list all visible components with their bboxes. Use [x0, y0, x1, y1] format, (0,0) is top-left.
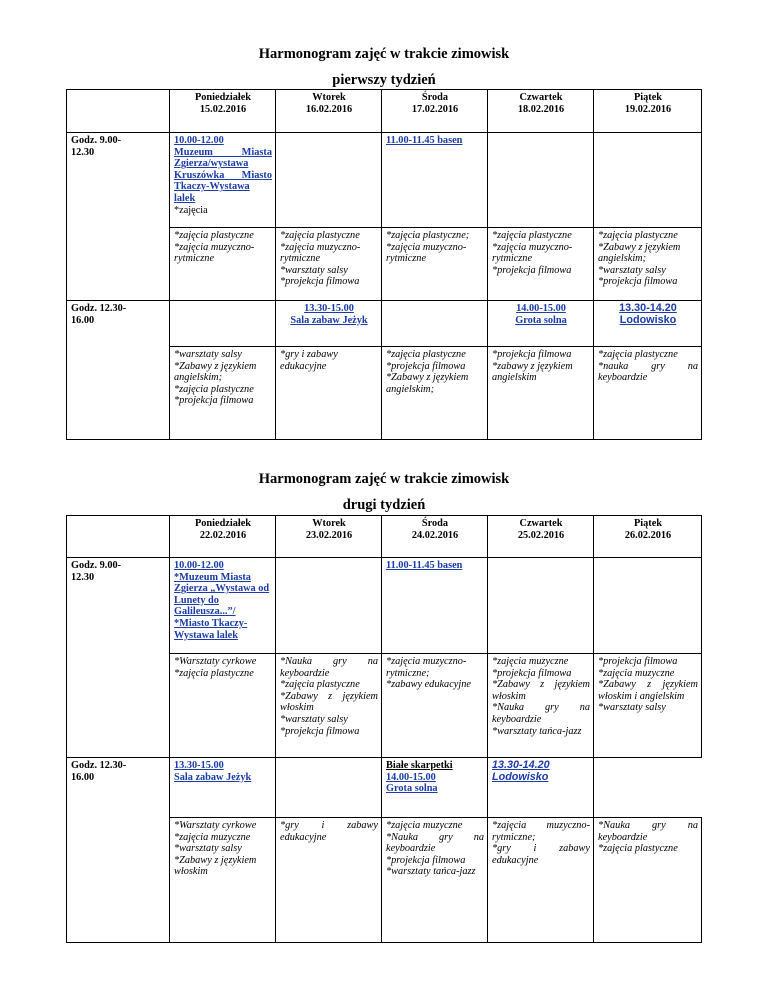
week2-header-row [67, 516, 702, 558]
day-header: Poniedziałek 22.02.2016 [170, 516, 276, 558]
activity-cell: *Warsztaty cyrkowe *zajęcia plastyczne [170, 654, 276, 758]
activity-cell: *projekcja filmowa *zabawy z językiem angielskim [488, 347, 594, 440]
activity-cell: *zajęcia muzyczno-rytmiczne; *gry i zabawy edukacyjne [488, 818, 594, 943]
event-cell [276, 301, 382, 347]
event-link[interactable]: 10.00-12.00 *Muzeum Miasta Zgierza „Wystawa od Lunety do Galileusza...”/ *Miasto Tkaczy-Wystawa lalek [174, 560, 270, 641]
event-link[interactable]: 13.30-14.20 Lodowisko [619, 302, 677, 326]
activity-cell: *zajęcia plastyczne *zajęcia muzyczno-rytmiczne *projekcja filmowa [488, 228, 594, 301]
event-link[interactable]: 14.00-15.00 Grota solna [386, 771, 438, 795]
activity-cell: *zajęcia plastyczne *Zabawy z językiem angielskim; *warsztaty salsy *projekcja filmowa [594, 228, 702, 301]
activity-cell: *projekcja filmowa *zajęcia muzyczne *Zabawy z językiem włoskim i angielskim *warsztaty salsy [594, 654, 702, 758]
event-cell [382, 758, 488, 818]
event-cell [594, 133, 702, 228]
event-note: *zajęcia [174, 204, 208, 216]
event-cell [170, 558, 276, 654]
activity-cell: *zajęcia plastyczne *nauka gry na keyboardzie [594, 347, 702, 440]
day-header: Wtorek 16.02.2016 [276, 90, 382, 133]
event-cell [382, 301, 488, 347]
event-cell [170, 758, 276, 818]
event-cell [488, 133, 594, 228]
activity-cell: *Nauka gry na keyboardzie *zajęcia plastyczne [594, 818, 702, 943]
day-header: Czwartek 25.02.2016 [488, 516, 594, 558]
event-cell [170, 133, 276, 228]
header-corner [67, 90, 170, 133]
event-cell [488, 301, 594, 347]
activity-cell: *zajęcia plastyczne *zajęcia muzyczno-rytmiczne [170, 228, 276, 301]
event-cell [276, 758, 382, 818]
time-slot-label: Godz. 12.30- 16.00 [67, 758, 170, 943]
day-header: Środa 17.02.2016 [382, 90, 488, 133]
activity-cell: *gry i zabawy edukacyjne [276, 347, 382, 440]
event-cell [276, 558, 382, 654]
day-header: Piątek 19.02.2016 [594, 90, 702, 133]
week2-title: Harmonogram zajęć w trakcie zimowisk [258, 471, 510, 487]
event-link[interactable]: 10.00-12.00 Muzeum Miasta Zgierza/wystawa Kruszówka Miasto Tkaczy-Wystawa lalek [174, 135, 272, 204]
event-link[interactable]: 13.30-15.00 Sala zabaw Jeżyk [174, 760, 252, 783]
day-header: Czwartek 18.02.2016 [488, 90, 594, 133]
activity-cell: *zajęcia plastyczne *zajęcia muzyczno-rytmiczne *warsztaty salsy *projekcja filmowa [276, 228, 382, 301]
week1-schedule-table [66, 89, 702, 440]
event-cell [170, 301, 276, 347]
activity-cell: *warsztaty salsy *Zabawy z językiem angielskim; *zajęcia plastyczne *projekcja filmowa [170, 347, 276, 440]
activity-cell: *zajęcia plastyczne; *zajęcia muzyczno-rytmiczne [382, 228, 488, 301]
time-slot-label: Godz. 9.00- 12.30 [67, 133, 170, 301]
week2-subtitle: drugi tydzień [342, 497, 426, 513]
event-cell [594, 558, 702, 654]
event-link[interactable]: 11.00-11.45 basen [386, 135, 463, 146]
event-cell [594, 301, 702, 347]
week1-title: Harmonogram zajęć w trakcie zimowisk [258, 46, 510, 62]
day-header: Wtorek 23.02.2016 [276, 516, 382, 558]
event-link[interactable]: 14.00-15.00 Grota solna [515, 303, 567, 326]
time-slot-label: Godz. 9.00- 12.30 [67, 558, 170, 758]
event-link[interactable]: 11.00-11.45 basen [386, 560, 463, 571]
day-header: Środa 24.02.2016 [382, 516, 488, 558]
event-cell [488, 758, 594, 818]
event-link[interactable]: Białe skarpetki [386, 760, 453, 771]
week1-subtitle: pierwszy tydzień [332, 72, 436, 88]
event-cell [488, 558, 594, 654]
activity-cell: *gry i zabawy edukacyjne [276, 818, 382, 943]
header-corner [67, 516, 170, 558]
day-header: Poniedziałek 15.02.2016 [170, 90, 276, 133]
event-link[interactable]: 13.30-15.00 Sala zabaw Jeżyk [290, 303, 368, 326]
week2-schedule-table [66, 515, 702, 943]
day-header: Piątek 26.02.2016 [594, 516, 702, 558]
activity-cell: *Warsztaty cyrkowe *zajęcia muzyczne *warsztaty salsy *Zabawy z językiem włoskim [170, 818, 276, 943]
week1-header-row [67, 90, 702, 133]
activity-cell: *Nauka gry na keyboardzie *zajęcia plastyczne *Zabawy z językiem włoskim *warsztaty salsy *projekcja filmowa [276, 654, 382, 758]
activity-cell: *zajęcia plastyczne *projekcja filmowa *Zabawy z językiem angielskim; [382, 347, 488, 440]
event-link[interactable]: 13.30-14.20 Lodowisko [492, 759, 550, 783]
event-cell [382, 133, 488, 228]
activity-cell: *zajęcia muzyczno-rytmiczne; *zabawy edukacyjne [382, 654, 488, 758]
time-slot-label: Godz. 12.30- 16.00 [67, 301, 170, 440]
activity-cell: *zajęcia muzyczne *Nauka gry na keyboardzie *projekcja filmowa *warsztaty tańca-jazz [382, 818, 488, 943]
event-cell [382, 558, 488, 654]
activity-cell: *zajęcia muzyczne *projekcja filmowa *Zabawy z językiem włoskim *Nauka gry na keyboardzie *warsztaty tańca-jazz [488, 654, 594, 758]
event-cell [276, 133, 382, 228]
